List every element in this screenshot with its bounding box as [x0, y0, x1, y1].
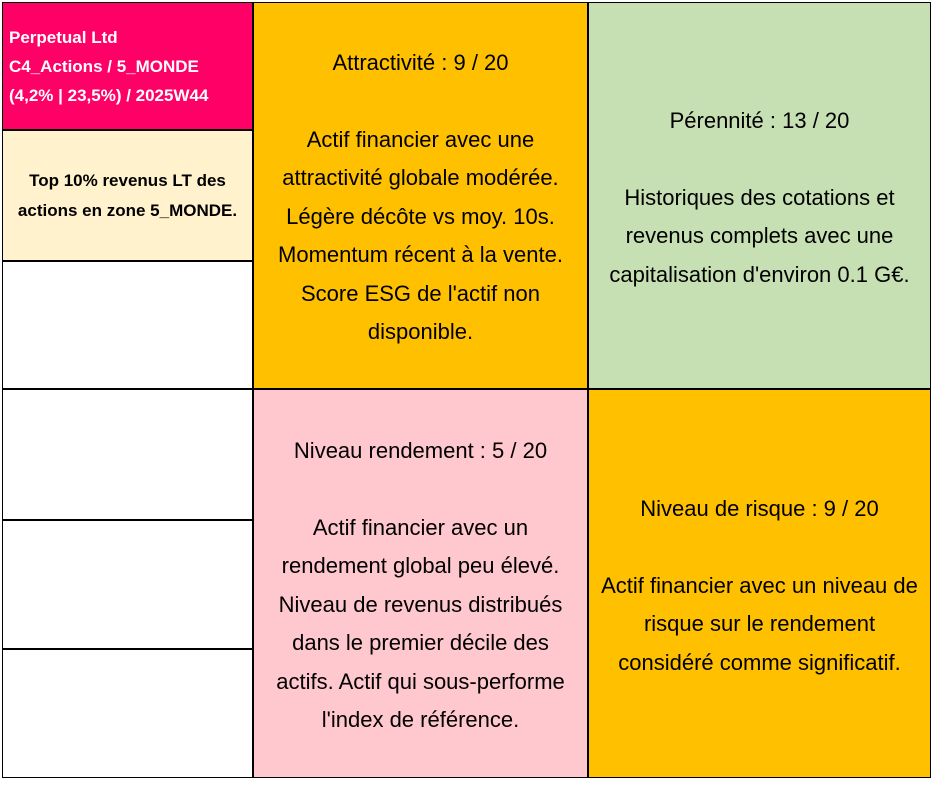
description-line: attractivité globale modérée.	[282, 165, 559, 190]
asset-name: Perpetual Ltd	[9, 28, 118, 47]
description-line: actifs. Actif qui sous-performe	[276, 668, 565, 694]
description-line: rendement global peu élevé.	[281, 553, 560, 578]
description-line: considéré comme significatif.	[618, 649, 901, 675]
asset-header-cell	[2, 2, 253, 130]
perennite-description	[609, 179, 909, 295]
asset-metrics-period: (4,2% | 23,5%) / 2025W44	[9, 86, 209, 105]
highlight-note-line: Top 10% revenus LT des	[29, 170, 226, 190]
highlight-note	[18, 166, 237, 226]
description-line: Actif financier avec un niveau de	[601, 572, 918, 598]
description-line: revenus complets avec une	[625, 223, 894, 248]
description-line: Niveau de revenus distribués	[278, 591, 563, 617]
description-line: Actif financier avec une	[306, 126, 535, 152]
empty-cell	[2, 261, 253, 389]
bottom-margin	[0, 778, 933, 785]
description-line: capitalisation d'environ 0.1 G€.	[609, 261, 910, 287]
highlight-note-line: actions en zone 5_MONDE.	[17, 200, 238, 220]
asset-category: C4_Actions / 5_MONDE	[9, 57, 199, 76]
description-line: risque sur le rendement	[643, 611, 876, 636]
description-line: dans le premier décile des	[292, 630, 549, 655]
perennite-card	[588, 2, 931, 389]
attractivite-title: Attractivité : 9 / 20	[332, 50, 509, 75]
empty-cell	[2, 649, 253, 778]
description-line: Actif financier avec un	[312, 514, 529, 540]
rendement-card	[253, 389, 588, 778]
attractivite-card	[253, 2, 588, 389]
description-line: Score ESG de l'actif non	[300, 280, 540, 306]
perennite-title: Pérennité : 13 / 20	[669, 108, 850, 133]
description-line: Momentum récent à la vente.	[278, 242, 563, 267]
empty-cell	[2, 389, 253, 520]
risque-card	[588, 389, 931, 778]
highlight-note-cell	[2, 130, 253, 261]
description-line: Légère décôte vs moy. 10s.	[286, 203, 555, 229]
empty-cell	[2, 520, 253, 649]
attractivite-description	[278, 121, 563, 352]
risque-description	[601, 567, 918, 683]
description-line: l'index de référence.	[321, 707, 520, 732]
description-line: disponible.	[367, 319, 474, 344]
description-line: Historiques des cotations et	[624, 184, 895, 210]
rendement-title: Niveau rendement : 5 / 20	[293, 438, 548, 463]
risque-title: Niveau de risque : 9 / 20	[640, 496, 879, 521]
rendement-description	[276, 509, 565, 740]
